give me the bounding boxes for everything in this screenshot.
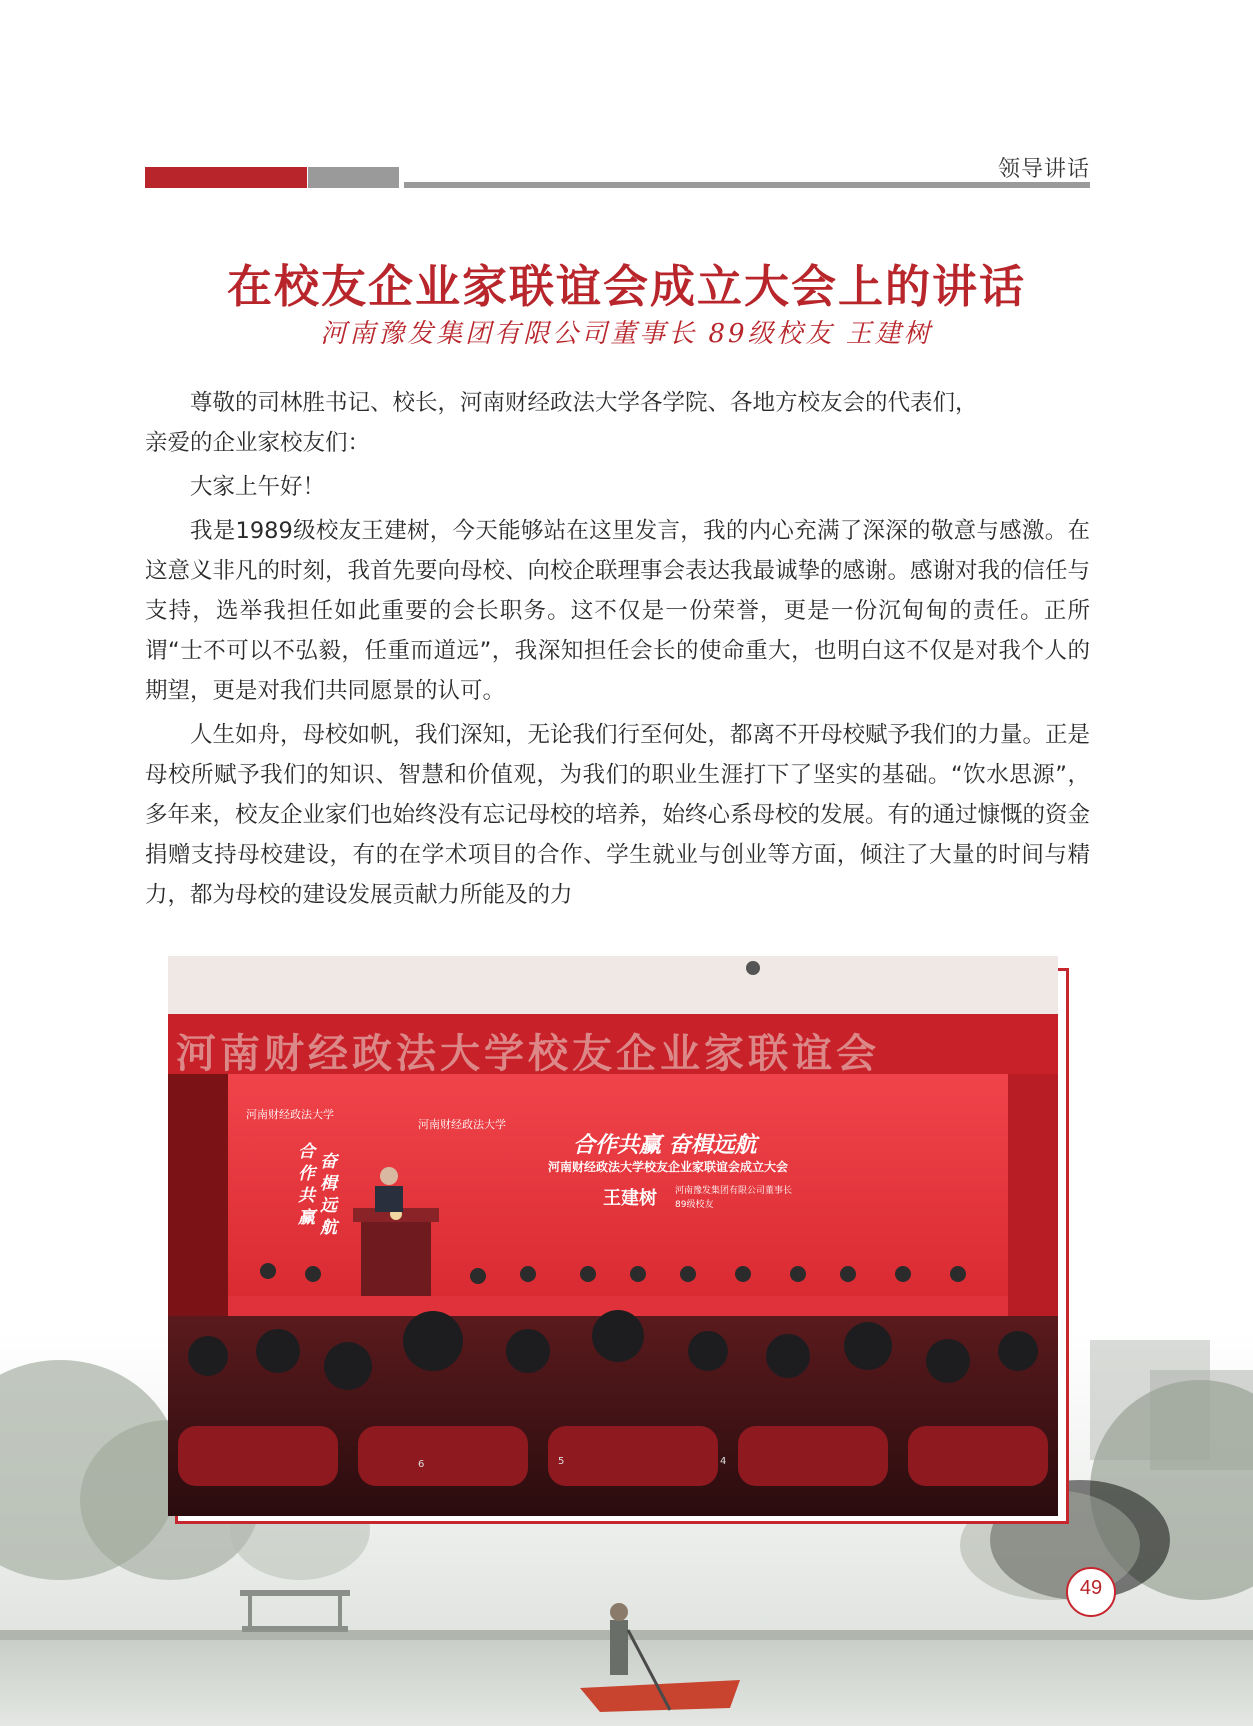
photo-banner-text: 河南财经政法大学校友企业家联谊会 [176,1031,880,1077]
paragraph-2: 人生如舟，母校如帆，我们深知，无论我们行至何处，都离不开母校赋予我们的力量。正是母校所赋予我们的知识、智慧和价值观，为我们的职业生涯打下了坚实的基础。“饮水思源”，多年来，校友企业家们也始终没有忘记母校的培养，始终心系母校的发展。有的通过慷慨的资金捐赠支持母校建设，有的在学术项目的合作、学生就业与创业等方面，倾注了大量的时间与精力，都为母校的建设发展贡献力所能及的力 [145,722,1091,908]
photo-speaker-title-1: 河南豫发集团有限公司董事长 [675,1186,793,1196]
paragraph-1: 我是1989级校友王建树，今天能够站在这里发言，我的内心充满了深深的敬意与感激。在这意义非凡的时刻，我首先要向母校、向校企联理事会表达我最诚挚的感谢。感谢对我的信任与支持，选举我担任如此重要的会长职务。这不仅是一份荣誉，更是一份沉甸甸的责任。正所谓“士不可以不弘毅，任重而道远”，我深知担任会长的使命重大，也明白这不仅是对我个人的期望，更是对我们共同愿景的认可。 [145,518,1091,704]
article-title: 在校友企业家联谊会成立大会上的讲话 [226,260,1026,313]
photo-screen-title: 河南财经政法大学校友企业家联谊会成立大会 [548,1160,789,1174]
greeting-line-2: 亲爱的企业家校友们： [145,430,371,456]
section-label: 领导讲话 [997,157,1090,182]
photo-side-slogan-col1: 合作共赢 [298,1142,315,1228]
photo-slogan: 合作共赢 奋楫远航 [573,1133,757,1158]
article-body [145,383,1090,919]
page-number: 49 [1079,1577,1103,1599]
article-subtitle: 河南豫发集团有限公司董事长 89级校友 王建树 [320,319,933,349]
greeting-paragraph [145,383,1090,463]
header-gray-bar [308,167,399,188]
photo-university-logo-center: 河南财经政法大学 [418,1118,506,1131]
photo-speaker-name: 王建树 [603,1188,657,1209]
photo-university-logo-left: 河南财经政法大学 [246,1108,334,1121]
photo-speaker-title-2: 89级校友 [675,1200,714,1210]
photo-seat-number: 6 [418,1459,425,1470]
photo-seat-number: 5 [558,1456,565,1467]
event-photo [168,956,1058,1516]
salutation: 大家上午好！ [190,474,326,500]
photo-side-slogan-col2: 奋楫远航 [320,1152,337,1238]
greeting-line: 尊敬的司林胜书记、校长，河南财经政法大学各学院、各地方校友会的代表们， [190,390,978,416]
header-red-bar [145,167,307,188]
photo-seat-number: 4 [720,1456,727,1467]
